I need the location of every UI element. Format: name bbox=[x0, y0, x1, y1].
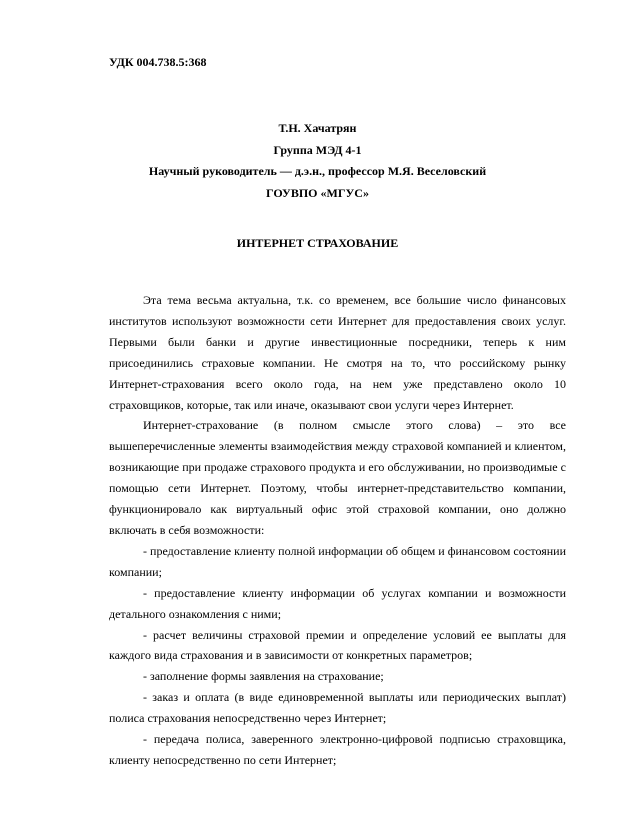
list-item: - заказ и оплата (в виде единовременной выплаты или периодических выплат) полиса страхования непосредственно через Интернет; bbox=[109, 690, 566, 726]
paragraph-intro: Эта тема весьма актуальна, т.к. со временем, все большие число финансовых институтов используют возможности сети Интернет для предоставления своих услуг. Первыми были банки и другие инвестиционные посредники, теперь к ним присоединились страховые компании. Не смотря на то, что российскому рынку Интернет-страхования всего около года, на нем уже представлено около 10 страховщиков, которые, так или иначе, оказывают свои услуги через Интернет. bbox=[109, 293, 566, 412]
list-item: - расчет величины страховой премии и определение условий ее выплаты для каждого вида страхования и в зависимости от конкретных параметров; bbox=[109, 627, 566, 663]
author-name: Т.Н. Хачатрян bbox=[278, 121, 357, 135]
udk-code: УДК 004.738.5:368 bbox=[109, 55, 207, 69]
list-item: - предоставление клиенту информации об услугах компании и возможности детального ознакомления с ними; bbox=[109, 585, 566, 621]
list-item: - передача полиса, заверенного электронно-цифровой подписью страховщика, клиенту непосредственно по сети Интернет; bbox=[109, 732, 566, 767]
author-group: Группа МЭД 4-1 bbox=[273, 142, 362, 157]
author-block bbox=[109, 118, 526, 204]
paragraph-definition: Интернет-страхование (в полном смысле этого слова) – это все вышеперечисленные элементы взаимодействия между страховой компанией и клиентом, возникающие при продаже страхового продукта и его обслуживании, но производимые с помощью сети Интернет. Поэтому, чтобы интернет-представительство компании, функционировало как виртуальный офис этой страховой компании, оно должно включать в себя возможности: bbox=[109, 418, 566, 537]
list-item: - заполнение формы заявления на страхование; bbox=[143, 669, 384, 684]
body-text bbox=[109, 290, 566, 771]
institution: ГОУВПО «МГУС» bbox=[266, 185, 369, 200]
list-item: - предоставление клиенту полной информации об общем и финансовом состоянии компании; bbox=[109, 543, 566, 579]
paper-title: ИНТЕРНЕТ СТРАХОВАНИЕ bbox=[236, 236, 399, 250]
scientific-supervisor: Научный руководитель — д.э.н., профессор М.Я. Веселовский bbox=[148, 164, 487, 178]
